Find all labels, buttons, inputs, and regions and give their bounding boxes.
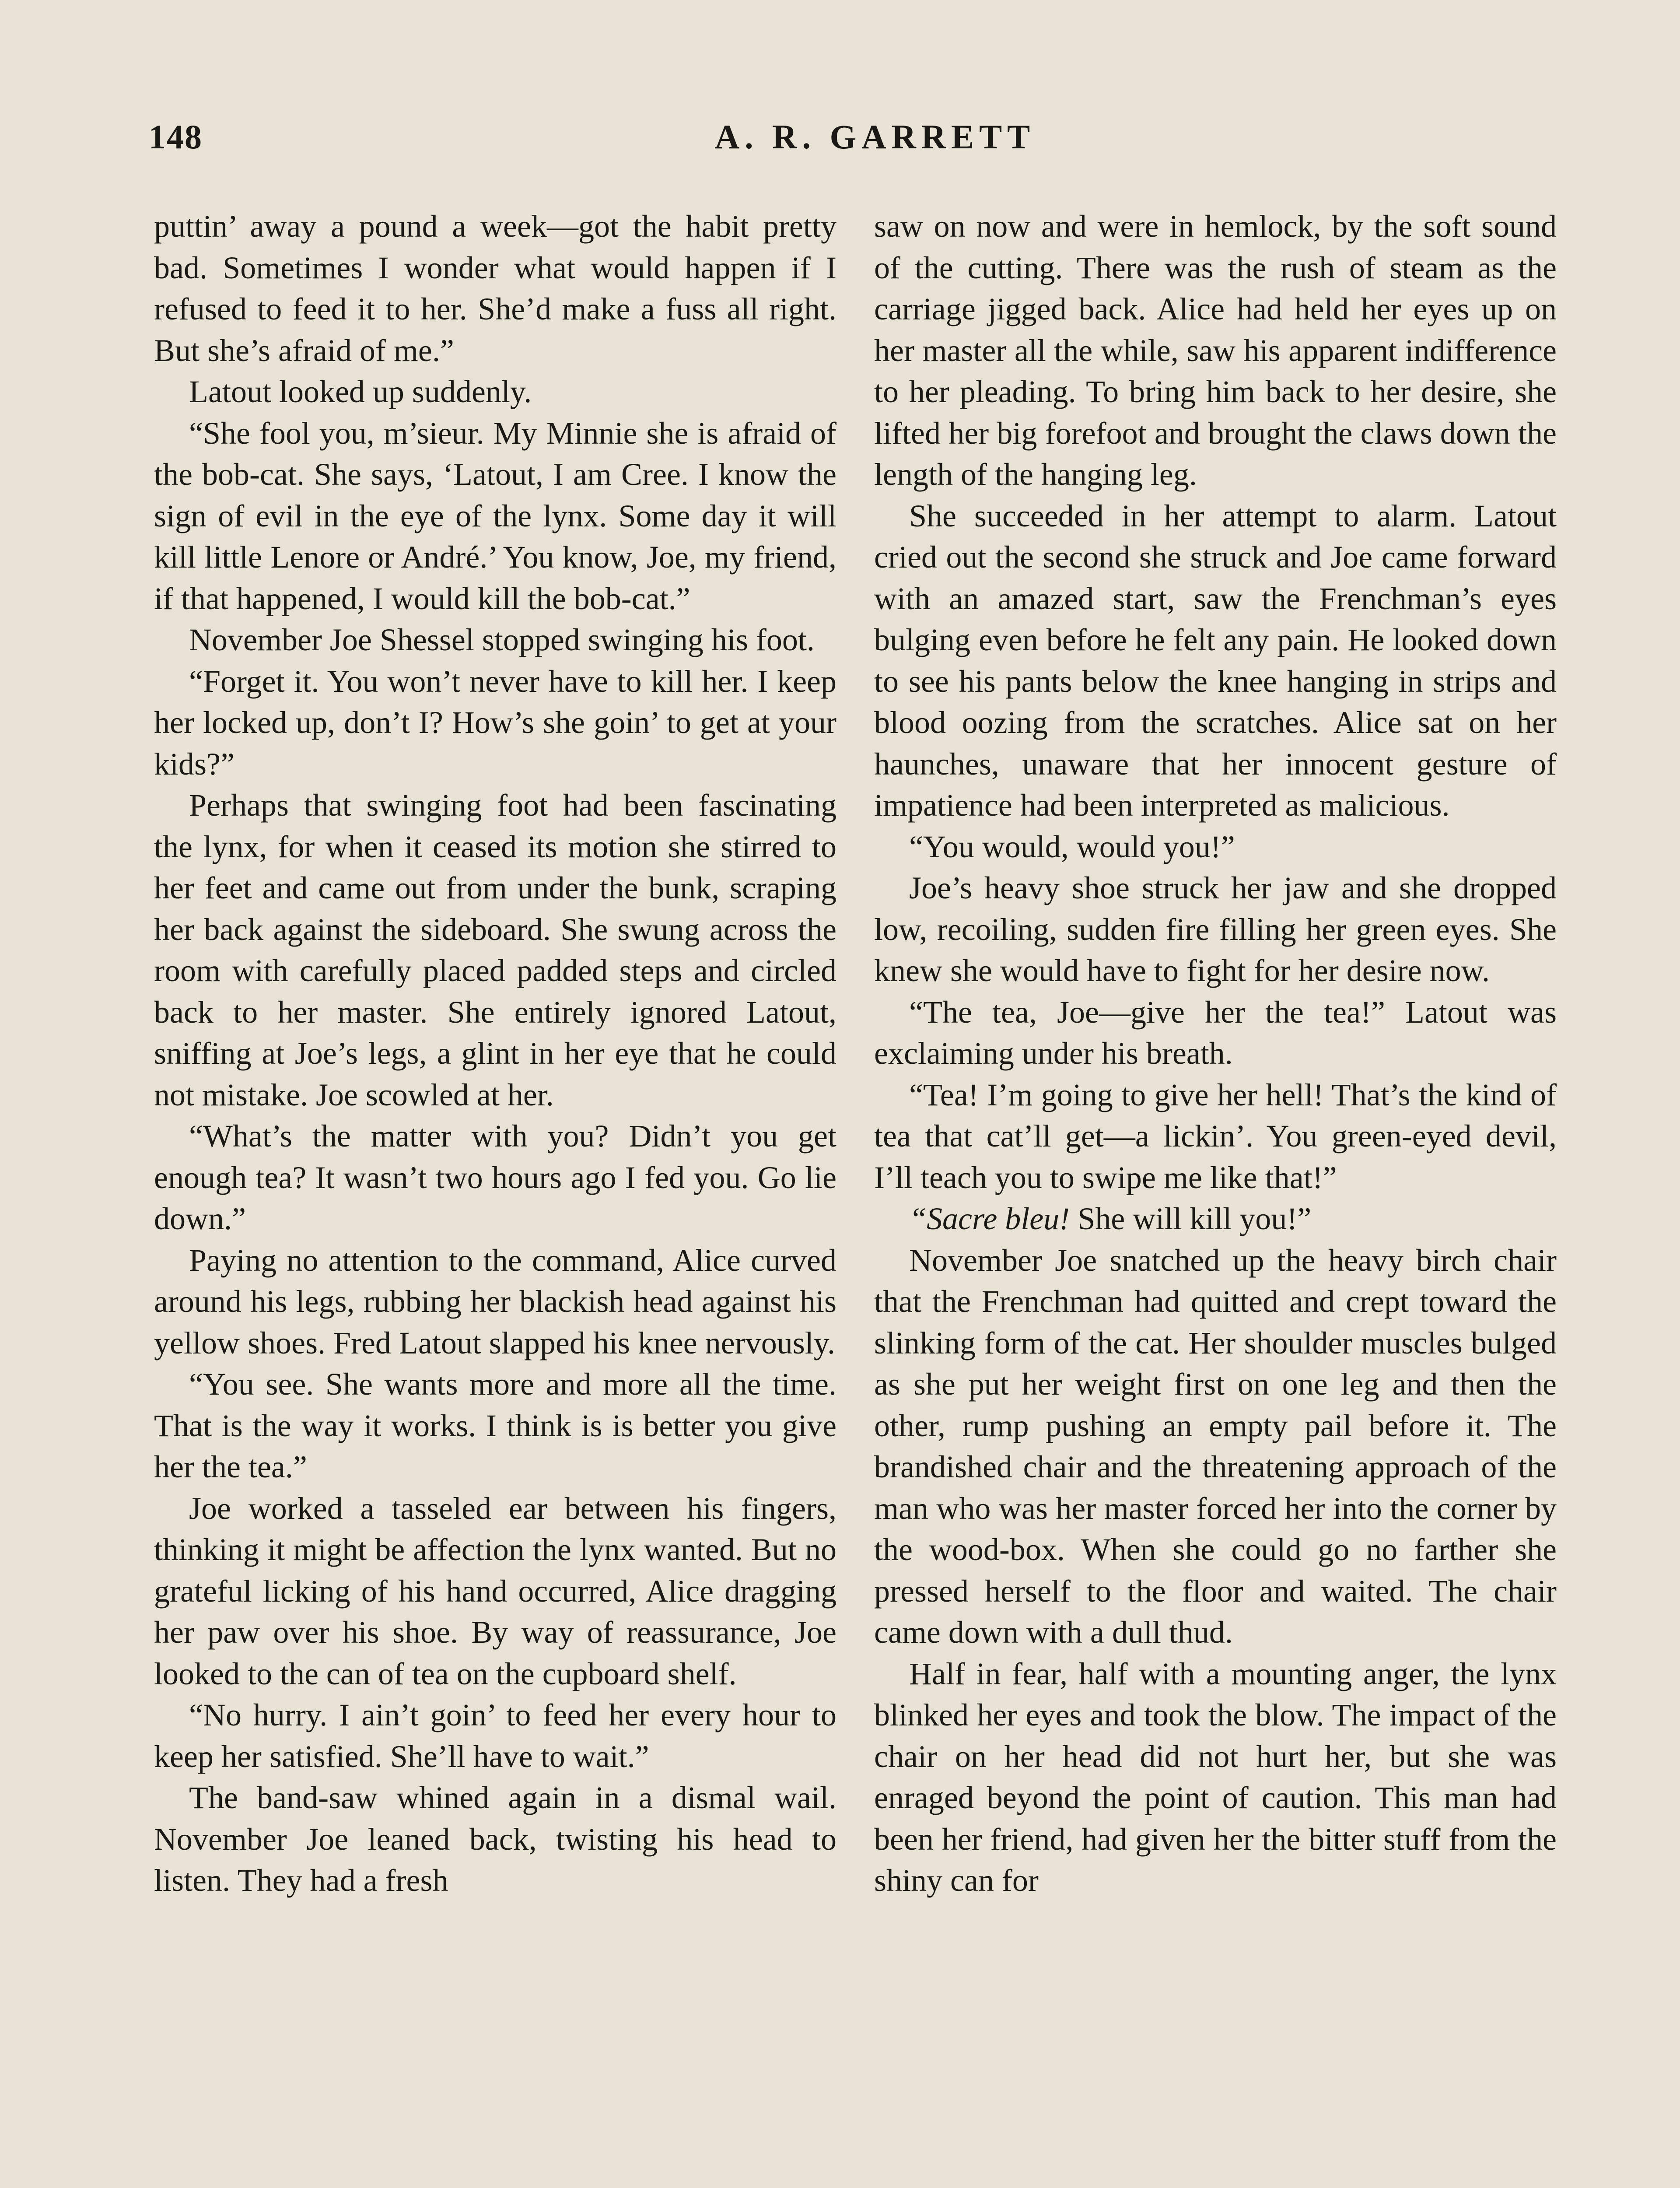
paragraph: Paying no attention to the command, Alice curved around his legs, rubbing her blackish head against his yellow shoes. Fred Latout slapped his knee nervously. <box>154 1242 836 1360</box>
paragraph <box>874 1198 1557 1240</box>
paragraph-text: She will kill you!” <box>1078 1201 1312 1236</box>
right-column <box>874 206 1557 1901</box>
page-number: 148 <box>149 118 203 156</box>
left-column <box>154 206 836 1901</box>
paragraph: “What’s the matter with you? Didn’t you get enough tea? It wasn’t two hours ago I fed you. Go lie down.” <box>154 1119 836 1236</box>
page-header <box>149 117 1601 170</box>
paragraph: puttin’ away a pound a week—got the habit pretty bad. Sometimes I wonder what would happen if I refused to feed it to her. She’d make a fuss all right. But she’s afraid of me.” <box>154 209 836 368</box>
paragraph: Half in fear, half with a mounting anger, the lynx blinked her eyes and took the blow. The impact of the chair on her head did not hurt her, but she was enraged beyond the point of caution. This man had been her friend, had given her the bitter stuff from the shiny can for <box>874 1656 1557 1898</box>
paragraph: November Joe snatched up the heavy birch chair that the Frenchman had quitted and crept toward the slinking form of the cat. Her shoulder muscles bulged as she put her weight first on one leg and then the other, rump pushing an empty pail before it. The brandished chair and the threatening approach of the man who was her master forced her into the corner by the wood-box. When she could go no farther she pressed herself to the floor and waited. The chair came down with a dull thud. <box>874 1242 1557 1650</box>
paragraph: “You would, would you!” <box>909 829 1235 864</box>
paragraph: The band-saw whined again in a dismal wail. November Joe leaned back, twisting his head to listen. They had a fresh <box>154 1780 836 1898</box>
paragraph: Joe worked a tasseled ear between his fingers, thinking it might be affection the lynx wanted. But no grateful licking of his hand occurred, Alice dragging her paw over his shoe. By way of reassurance, Joe looked to the can of tea on the cupboard shelf. <box>154 1490 836 1691</box>
paragraph: Joe’s heavy shoe struck her jaw and she dropped low, recoiling, sudden fire filling her green eyes. She knew she would have to fight for her desire now. <box>874 870 1557 988</box>
paragraph: “No hurry. I ain’t goin’ to feed her every hour to keep her satisfied. She’ll have to wait.” <box>154 1697 836 1774</box>
paragraph: “She fool you, m’sieur. My Minnie she is afraid of the bob-cat. She says, ‘Latout, I am Cree. I know the sign of evil in the eye of the lynx. Some day it will kill little Lenore or André.’ You know, Joe, my friend, if that happened, I would kill the bob-cat.” <box>154 415 836 616</box>
paragraph: Latout looked up suddenly. <box>189 374 532 409</box>
paragraph: “Forget it. You won’t never have to kill her. I keep her locked up, don’t I? How’s she goin’ to get at your kids?” <box>154 663 836 782</box>
paragraph: “Tea! I’m going to give her hell! That’s the kind of tea that cat’ll get—a lickin’. You green-eyed devil, I’ll teach you to swipe me like that!” <box>874 1077 1557 1195</box>
emphasis-text: “Sacre bleu! <box>909 1201 1070 1236</box>
paragraph: “The tea, Joe—give her the tea!” Latout was exclaiming under his breath. <box>874 994 1557 1071</box>
paragraph: November Joe Shessel stopped swinging his foot. <box>189 622 815 657</box>
paragraph: Perhaps that swinging foot had been fascinating the lynx, for when it ceased its motion she stirred to her feet and came out from under the bunk, scraping her back against the sideboard. She swung across the room with carefully placed padded steps and circled back to her master. She entirely ignored Latout, sniffing at Joe’s legs, a glint in her eye that he could not mistake. Joe scowled at her. <box>154 788 836 1112</box>
paragraph: “You see. She wants more and more all the time. That is the way it works. I think is is better you give her the tea.” <box>154 1367 836 1484</box>
paragraph: saw on now and were in hemlock, by the soft sound of the cutting. There was the rush of steam as the carriage jigged back. Alice had held her eyes up on her master all the while, saw his apparent indifference to her pleading. To bring him back to her desire, she lifted her big forefoot and brought the claws down the length of the hanging leg. <box>874 209 1557 492</box>
paragraph: She succeeded in her attempt to alarm. Latout cried out the second she struck and Joe came forward with an amazed start, saw the Frenchman’s eyes bulging even before he felt any pain. He looked down to see his pants below the knee hanging in strips and blood oozing from the scratches. Alice sat on her haunches, unaware that her innocent gesture of impatience had been interpreted as malicious. <box>874 498 1557 823</box>
running-head: A. R. GARRETT <box>714 118 1036 156</box>
